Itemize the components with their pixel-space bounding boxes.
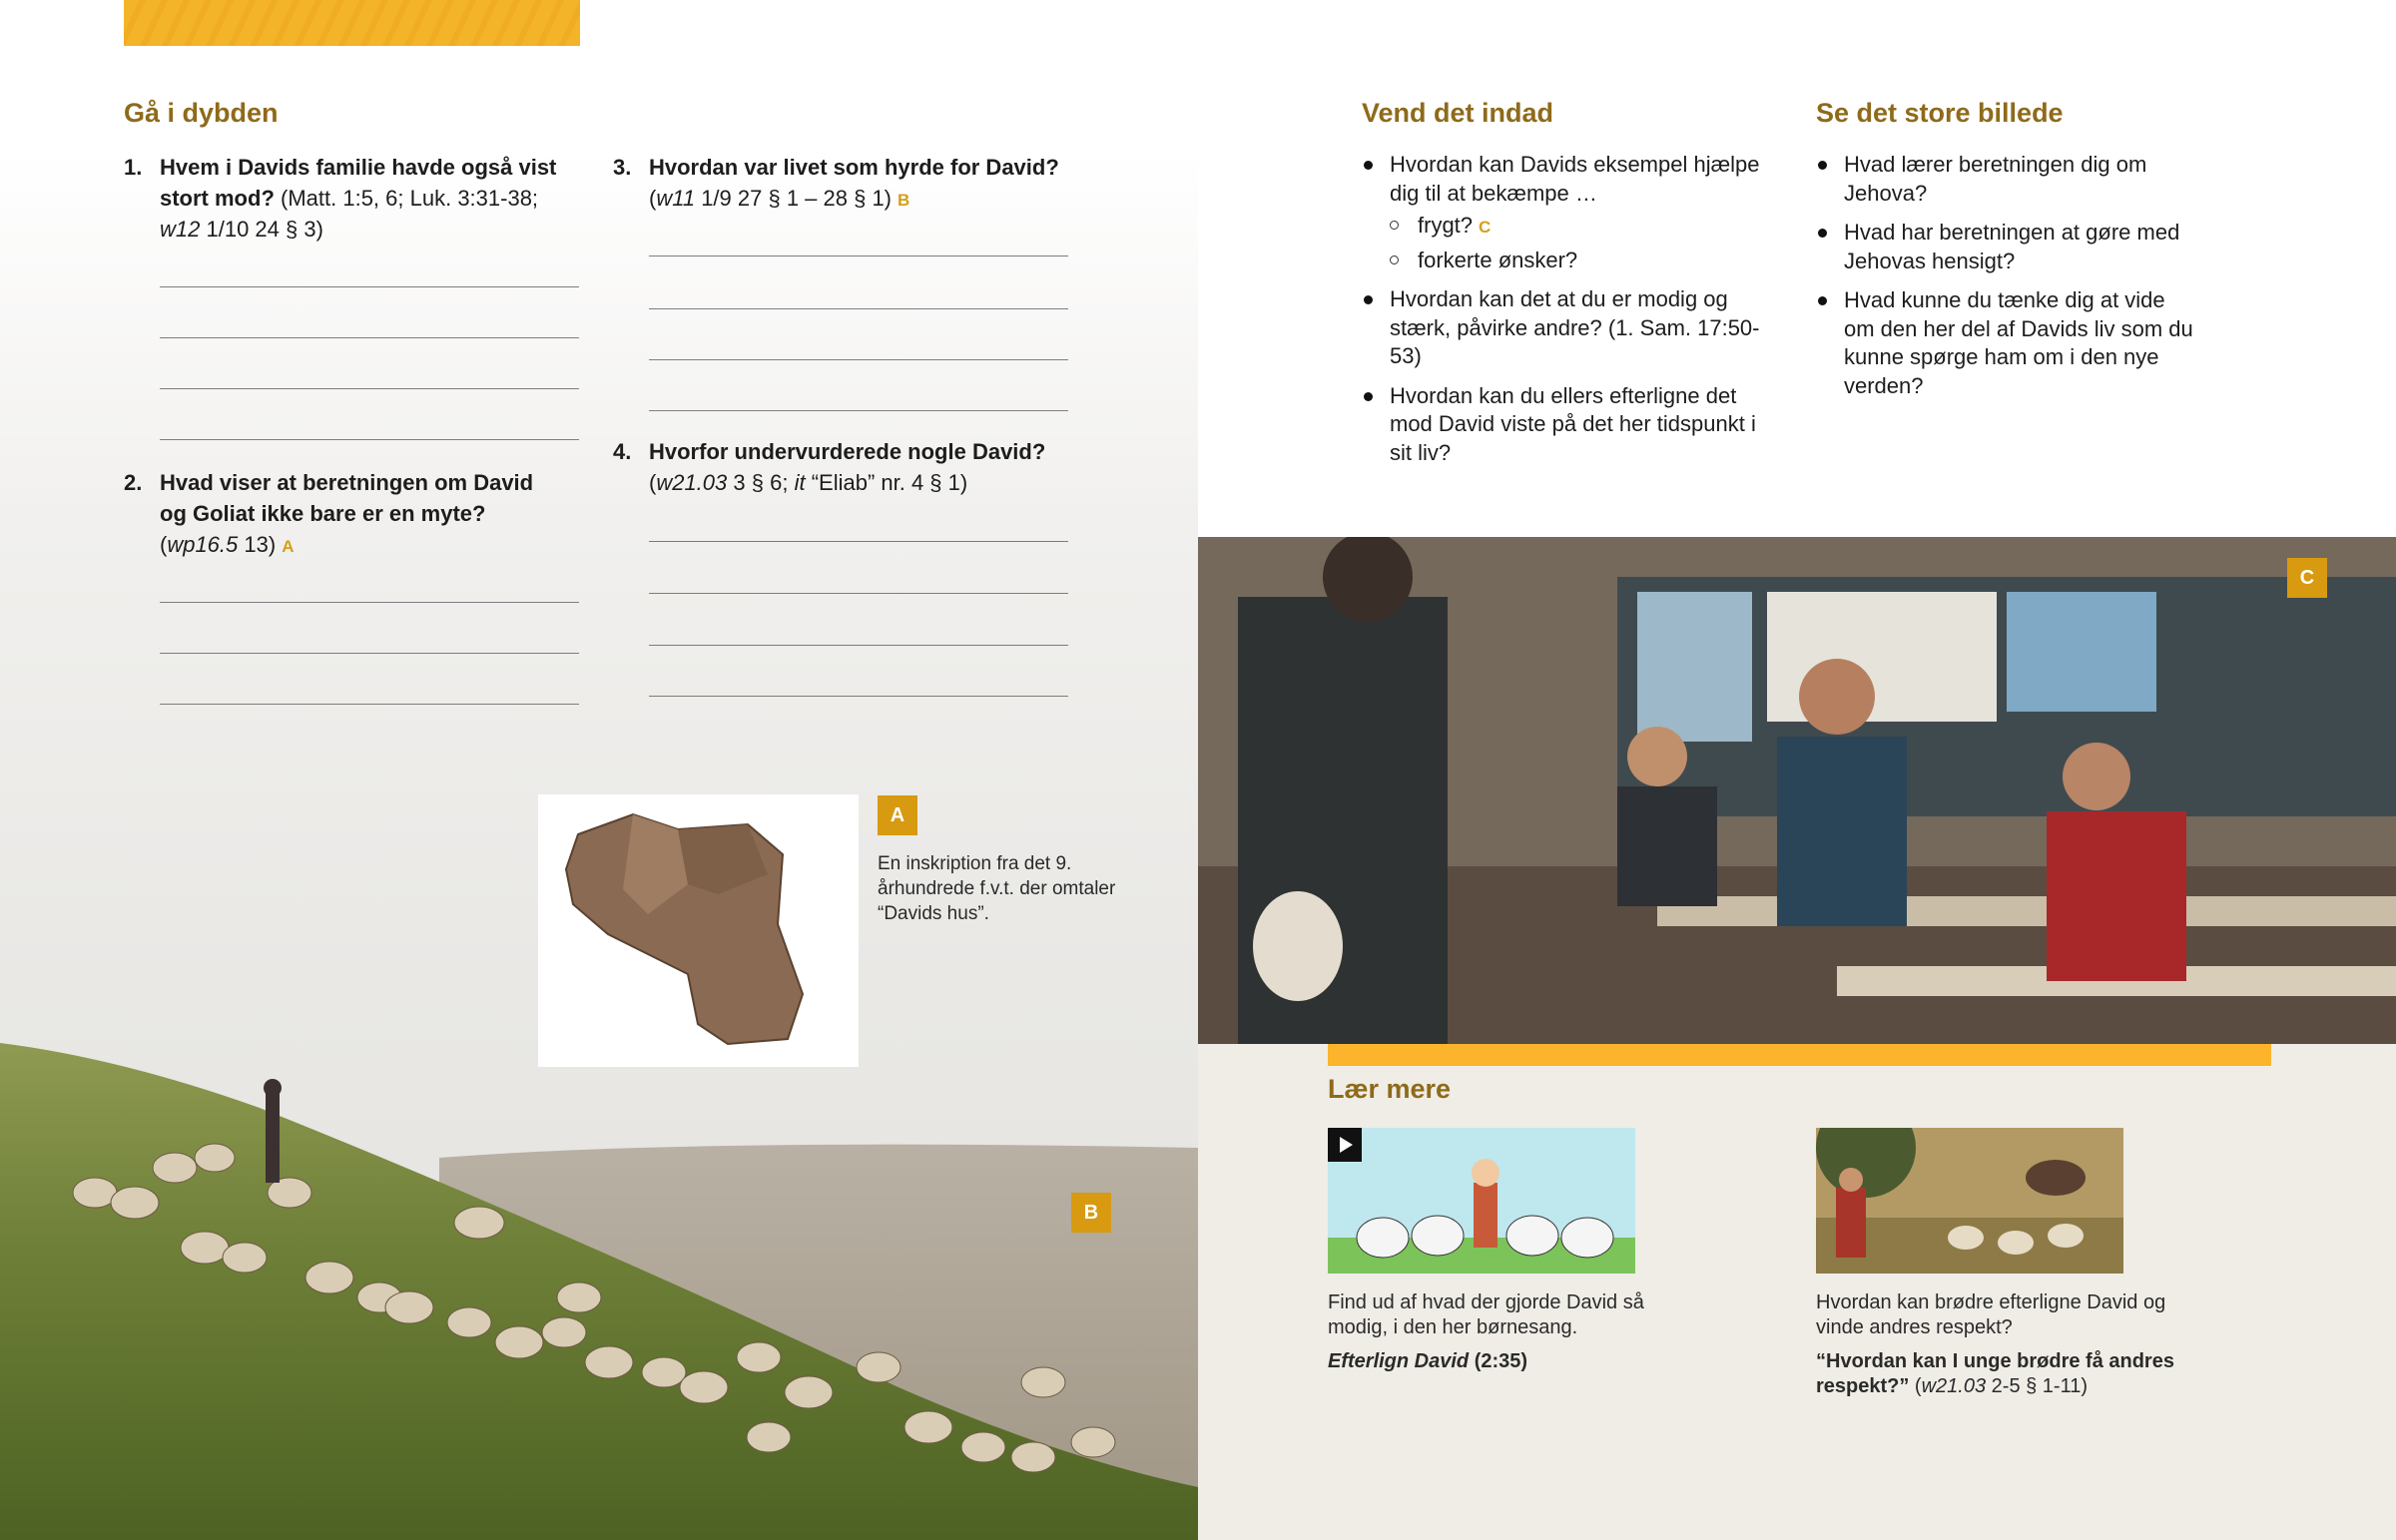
classroom-photo <box>1198 537 2396 1044</box>
gold-header-bar <box>124 0 580 46</box>
answer-line[interactable] <box>160 337 579 338</box>
stone-fragment-image <box>538 794 859 1067</box>
question-4-ref2: “Eliab” nr. 4 § 1) <box>811 470 968 495</box>
video-description: Find ud af hvad der gjorde David så modig, i den her børnesang. <box>1328 1291 1644 1338</box>
answer-line[interactable] <box>160 388 579 389</box>
list-item: forkerte ønsker? <box>1390 247 1761 275</box>
question-1-ref: (Matt. 1:5, 6; Luk. 3:31-38; <box>281 186 539 211</box>
question-1-pub: w12 <box>160 217 201 242</box>
section-heading-turn-inward: Vend det indad <box>1362 98 1554 128</box>
inscription-caption: En inskription fra det 9. århundrede f.v.t. der omtaler “Davids hus”. <box>878 853 1116 924</box>
answer-line[interactable] <box>649 410 1068 411</box>
question-3-ref: 1/9 27 § 1 – 28 § 1) <box>701 186 893 211</box>
question-1-ref2: 1/10 24 § 3) <box>206 217 323 242</box>
question-4-pub2: it <box>794 470 806 495</box>
question-3-text: Hvordan var livet som hyrde for David? <box>649 155 1059 180</box>
big-picture-list <box>1816 151 2195 411</box>
badge-a: A <box>878 795 917 835</box>
classroom-scene-image <box>1198 537 2396 1044</box>
answer-line[interactable] <box>649 593 1068 594</box>
answer-line[interactable] <box>649 645 1068 646</box>
article-description: Hvordan kan brødre efterligne David og vinde andres respekt? <box>1816 1291 2166 1338</box>
shepherd-painting-image <box>1816 1128 2123 1274</box>
inscription-photo <box>538 794 859 1067</box>
answer-line[interactable] <box>649 308 1068 309</box>
video-thumbnail[interactable] <box>1328 1128 1635 1274</box>
badge-c: C <box>2287 558 2327 598</box>
list-item: Hvordan kan du ellers efterligne det mod David viste på det her tidspunkt i sit liv? <box>1362 382 1761 468</box>
list-item: Hvad har beretningen at gøre med Jehovas hensigt? <box>1816 219 2195 275</box>
answer-line[interactable] <box>160 653 579 654</box>
video-title-link[interactable]: Efterlign David (2:35) <box>1328 1350 1528 1372</box>
question-1: 1. Hvem i Davids familie havde også vist stort mod? (Matt. 1:5, 6; Luk. 3:31-38; w12 1/10 24 § 3) <box>124 155 557 242</box>
answer-line[interactable] <box>160 704 579 705</box>
badge-b: B <box>1071 1193 1111 1233</box>
question-2-ref: 13) <box>244 532 277 557</box>
play-icon[interactable] <box>1328 1128 1362 1162</box>
list-item: Hvad kunne du tænke dig at vide om den her del af Davids liv som du kunne spørge ham om i den nye verden? <box>1816 286 2195 400</box>
turn-inward-list <box>1362 151 1761 478</box>
answer-line[interactable] <box>649 359 1068 360</box>
answer-line[interactable] <box>649 541 1068 542</box>
play-triangle <box>1328 1128 1362 1162</box>
cartoon-sheep-image <box>1328 1128 1635 1274</box>
question-3-pub: w11 <box>656 186 696 211</box>
article-title-link[interactable]: “Hvordan kan I unge brødre få andres respekt?” (w21.03 2-5 § 1-11) <box>1816 1350 2174 1397</box>
answer-line[interactable] <box>160 439 579 440</box>
question-2: 2. Hvad viser at beretningen om David og Goliat ikke bare er en myte? (wp16.5 13) A <box>124 467 563 562</box>
section-heading-deep-dive: Gå i dybden <box>124 98 279 128</box>
section-heading-big-picture: Se det store billede <box>1816 98 2064 128</box>
answer-line[interactable] <box>160 286 579 287</box>
question-3-tag: B <box>898 191 910 210</box>
question-4-text: Hvorfor undervurderede nogle David? <box>649 439 1046 464</box>
list-item: frygt? C <box>1390 212 1761 243</box>
list-item: Hvordan kan Davids eksempel hjælpe dig til at bekæmpe … frygt? C forkerte ønsker? <box>1362 151 1761 274</box>
list-item: Hvordan kan det at du er modig og stærk, påvirke andre? (1. Sam. 17:50-53) <box>1362 285 1761 371</box>
question-2-tag: A <box>282 537 295 556</box>
section-heading-learn-more: Lær mere <box>1328 1074 1452 1104</box>
sub-item-tag: C <box>1479 218 1492 237</box>
answer-line[interactable] <box>160 602 579 603</box>
list-item: Hvad lærer beretningen dig om Jehova? <box>1816 151 2195 208</box>
question-2-pub: wp16.5 <box>167 532 239 557</box>
question-4-ref: 3 § 6; <box>733 470 789 495</box>
question-4: 4. Hvorfor undervurderede nogle David? (w21.03 3 § 6; it “Eliab” nr. 4 § 1) <box>613 439 1046 495</box>
article-thumbnail[interactable] <box>1816 1128 2123 1274</box>
answer-line[interactable] <box>649 696 1068 697</box>
answer-line[interactable] <box>649 256 1068 257</box>
question-3: 3. Hvordan var livet som hyrde for David? (w11 1/9 27 § 1 – 28 § 1) B <box>613 152 1072 216</box>
question-2-text: Hvad viser at beretningen om David og Goliat ikke bare er en myte? <box>160 470 534 526</box>
sub-list <box>1390 212 1761 274</box>
question-4-pub: w21.03 <box>656 470 728 495</box>
question-1-text: Hvem i Davids familie havde også vist stort mod? <box>160 155 557 211</box>
orange-accent-strip <box>1328 1044 2271 1066</box>
